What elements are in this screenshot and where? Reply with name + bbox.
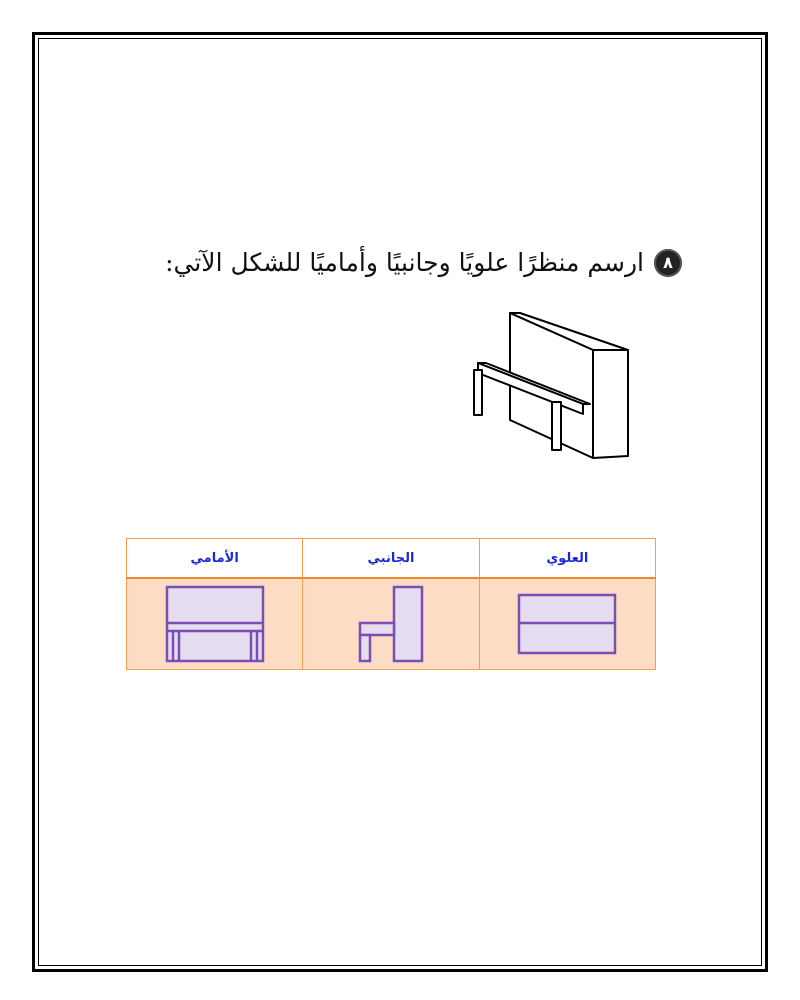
question-8 [165,248,682,277]
table-views-row [127,578,656,670]
question-text: ارسم منظرًا علويًا وجانبيًا وأماميًا للشكل الآتي: [165,248,644,277]
header-front-view: الأمامي [127,539,303,579]
views-answer-table [126,538,656,670]
piano-bench-isometric-figure [468,308,634,460]
bench-left-leg [474,370,482,415]
inner-border [38,38,762,966]
cell-front-view [127,578,303,670]
front-view-drawing [163,585,267,663]
cell-top-view [479,578,655,670]
question-number-badge: ٨ [654,249,682,277]
cell-side-view [303,578,479,670]
box-side-face [593,350,628,458]
side-view-drawing [356,585,426,663]
bench-right-leg [552,402,561,450]
table-header-row [127,539,656,579]
header-side-view: الجانبي [303,539,479,579]
top-view-drawing [517,593,617,655]
header-top-view: العلوي [479,539,655,579]
